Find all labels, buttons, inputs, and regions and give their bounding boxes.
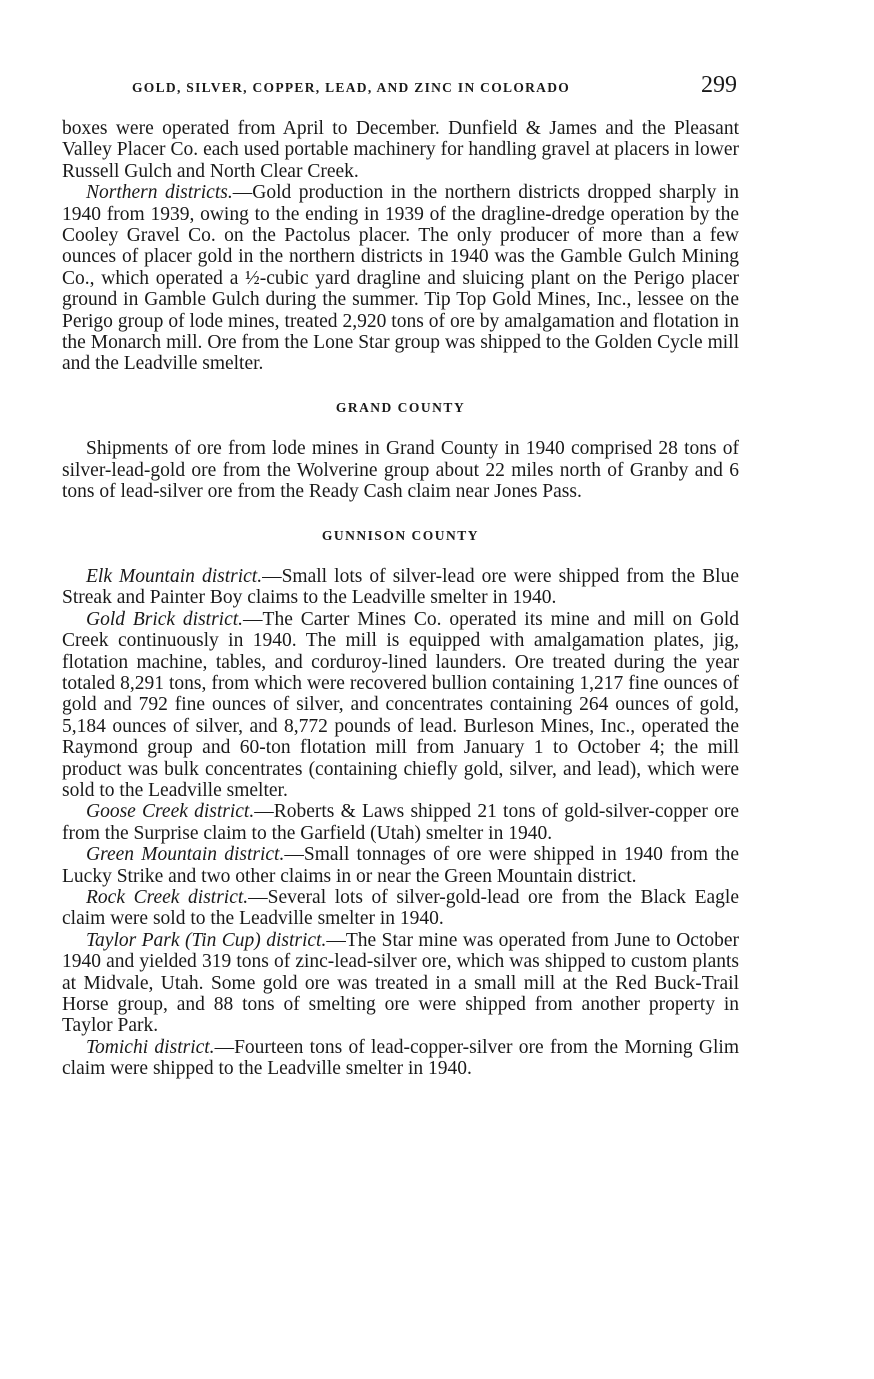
run-in-heading: Goose Creek district. xyxy=(86,801,255,823)
paragraph-intro-continuation: boxes were operated from April to December. Dunfield & James and the Pleasant Valley Placer Co. each used portable machinery for handling gravel at placers in lower Russell Gulch and North Clear Creek. xyxy=(62,118,739,182)
body-text xyxy=(62,118,739,1080)
paragraph-text: —Gold production in the northern districts dropped sharply in 1940 from 1939, owing to the ending in 1939 of the dragline-dredge operation by the Cooley Gravel Co. on the Pactolus placer. The only producer of more than a few ounces of placer gold in the northern districts in 1940 was the Gamble Gulch Mining Co., which operated a ½-cubic yard dragline and sluicing plant on the Perigo placer ground in Gamble Gulch during the summer. Tip Top Gold Mines, Inc., lessee on the Perigo group of lode mines, treated 2,920 tons of ore by amalgamation and flotation in the Monarch mill. Ore from the Lone Star group was shipped to the Golden Cycle mill and the Leadville smelter. xyxy=(62,182,739,375)
page-header xyxy=(132,72,737,102)
paragraph-text: —Small tonnages of ore were shipped in 1940 from the Lucky Strike and two other claims in or near the Green Mountain district. xyxy=(62,844,740,887)
section-title-gunnison-county: GUNNISON COUNTY xyxy=(321,527,480,543)
paragraph-text: —Fourteen tons of lead-copper-silver ore from the Morning Glim claim were shipped to the Leadville smelter in 1940. xyxy=(62,1036,739,1080)
paragraph-text: —Roberts & Laws shipped 21 tons of gold-silver-copper ore from the Surprise claim to the Garfield (Utah) smelter in 1940. xyxy=(62,801,739,844)
paragraph-text: —The Star mine was operated from June to October 1940 and yielded 319 tons of zinc-lead-silver ore, which was shipped to custom plants at Midvale, Utah. Some gold ore was treated in a small mill at the Red Buck-Trail Horse group, and 88 tons of smelting ore were shipped from another property in Taylor Park. xyxy=(62,929,739,1037)
run-in-heading: Taylor Park (Tin Cup) district. xyxy=(86,929,327,951)
paragraph-text: —Small lots of silver-lead ore were shipped from the Blue Streak and Painter Boy claims to the Leadville smelter in 1940. xyxy=(62,565,739,609)
paragraph-northern-districts xyxy=(62,182,739,375)
run-in-heading: Gold Brick district. xyxy=(86,608,244,630)
run-in-heading: Elk Mountain district. xyxy=(86,565,263,587)
paragraph-elk-mountain xyxy=(62,566,739,609)
section-title-grand-county: GRAND COUNTY xyxy=(335,399,466,415)
paragraph-tomichi xyxy=(62,1037,739,1080)
run-in-heading: Northern districts. xyxy=(86,182,233,204)
paragraph-goose-creek xyxy=(62,801,739,844)
running-head: GOLD, SILVER, COPPER, LEAD, AND ZINC IN COLORADO xyxy=(132,80,571,95)
paragraph-text: —Several lots of silver-gold-lead ore from the Black Eagle claim were sold to the Leadville smelter in 1940. xyxy=(62,887,739,930)
paragraph-text: —The Carter Mines Co. operated its mine and mill on Gold Creek continuously in 1940. The mill is equipped with amalgamation plates, jig, flotation machine, tables, and corduroy-lined launders. Ore treated during the year totaled 8,291 tons, from which were recovered bullion containing 1,217 fine ounces of gold and 792 fine ounces of silver, and concentrates containing 264 ounces of gold, 5,184 ounces of silver, and 8,772 pounds of lead. Burleson Mines, Inc., operated the Raymond group and 60-ton flotation mill from January 1 to October 4; the mill product was bulk concentrates (containing chiefly gold, silver, and lead), which were sold to the Leadville smelter. xyxy=(62,608,739,801)
paragraph-taylor-park xyxy=(62,930,739,1037)
page-number: 299 xyxy=(701,72,737,98)
paragraph-grand-county: Shipments of ore from lode mines in Grand County in 1940 comprised 28 tons of silver-lead-gold ore from the Wolverine group about 22 miles north of Granby and 6 tons of lead-silver ore from the Ready Cash claim near Jones Pass. xyxy=(62,438,739,503)
run-in-heading: Tomichi district. xyxy=(86,1036,215,1058)
paragraph-rock-creek xyxy=(62,887,739,930)
paragraph-green-mountain xyxy=(62,844,739,887)
run-in-heading: Rock Creek district. xyxy=(86,887,249,908)
paragraph-gold-brick xyxy=(62,609,739,802)
run-in-heading: Green Mountain district. xyxy=(86,844,285,866)
